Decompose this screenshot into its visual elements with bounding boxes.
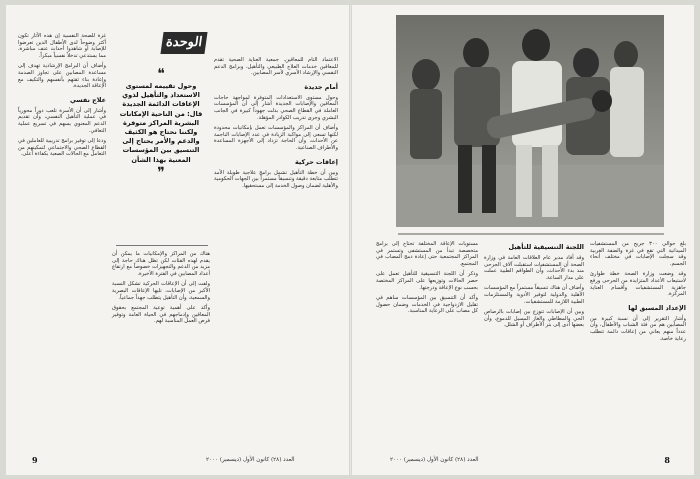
pull-quote [116, 68, 206, 179]
paragraph: مستويات الإعاقة المختلفة تحتاج إلى برامج متخصصة تبدأ من المستشفى وتستمر في المراكز المجتمعية حتى إعادة دمج المصاب في المجتمع. [376, 241, 478, 267]
photo-caption-strip [398, 232, 664, 237]
left-page-column-right [214, 57, 338, 189]
pull-quote-text: وحول تقييمه لمستوى الاستعداد والتأهيل لذوي الإعاقات الدائمة الجديدة قال: من الناحية الإمكانات البشرية المراكز متوفرة ولكننا نحتاج هو الكثيف والدعم والأمر يحتاج إلى التنسيق بين المؤسسات المعنية بهذا الشأن [119, 82, 203, 164]
paragraph: وأكد أن التنسيق بين المؤسسات ساهم في تقليل الازدواجية في الخدمات وضمان حصول كل مصاب على الرعاية المناسبة. [376, 295, 478, 315]
paragraph: الاعتماد التام للمعاقين. جمعية العناية الصحية تقدم للمعاقين خدمات العلاج الطبيعي والتأهيل، وبرامج الدعم النفسي والإرشاد الأسري لأسر المصابين. [214, 57, 338, 77]
paragraph: وحول مستوى الاستعدادات المتوفرة لمواجهة حاجات المعاقين والإصابات الجديدة أشار إلى أن المؤسسات العاملة في القطاع الصحي بذلت جهوداً كبيرة في الجانب البشري وجرى تدريب الكوادر المؤهلة. [214, 94, 338, 121]
paragraph: ودعا إلى توفير برامج تدريبية للعاملين في القطاع الصحي والاجتماعي لتمكينهم من التعامل مع الحالات الصعبة بكفاءة أعلى. [18, 138, 106, 158]
subheading: اللجنة التنسيقية للتأهيل [508, 243, 584, 251]
right-page-column-middle [484, 241, 584, 329]
page-number: 9 [32, 455, 38, 465]
paragraph: بلغ حوالي ٣٠٠ جريح من المستشفيات الميدانية التي تقع في غزة والضفة الغربية وقد سجلت الإصابات في مختلف أنحاء الجسم. [590, 241, 686, 267]
quote-open-icon: ❝ [157, 66, 165, 82]
page-gutter [349, 5, 352, 475]
quote-close-icon: ❞ [157, 164, 165, 181]
paragraph: وأضاف أن البرامج الإرشادية تهدف إلى مساعدة المصابين على تجاوز الصدمة وإعادة بناء ثقتهم بأنفسهم والتكيف مع الإعاقة الجديدة. [18, 63, 106, 90]
page-number: 8 [664, 455, 670, 465]
paragraph: وأضاف أن هناك تنسيقاً مستمراً مع المؤسسات الأهلية والدولية لتوفير الأدوية والمستلزمات الطبية اللازمة للمستشفيات. [484, 285, 584, 305]
divider [116, 245, 208, 246]
paragraph: وأشار التقرير إلى أن نسبة كبيرة من المصابين هم من فئة الشباب والأطفال، وأن عدداً منهم يعاني من إعاقات دائمة تتطلب رعاية خاصة. [590, 315, 686, 342]
left-page-column-middle [112, 251, 210, 325]
paragraph: وأكد على أهمية توعية المجتمع بحقوق المعاقين وإدماجهم في الحياة العامة وتوفير فرص العمل المناسبة لهم. [112, 305, 210, 325]
paragraph: ولفت إلى أن الإعاقات الحركية تشكل النسبة الأكبر من الإصابات، تليها الإعاقات البصرية والسمعية، وأن التأهيل يتطلب جهداً جماعياً. [112, 281, 210, 301]
subheading: الإعداد المسبق لها [628, 303, 686, 312]
photo-illustration [396, 15, 664, 227]
paragraph: وبين أن الإصابات تتوزع بين إصابات بالرصاص الحي والمطاطي والغاز المسيل للدموع، وأن بعضها أدى إلى بتر الأطراف أو الشلل. [484, 309, 584, 329]
right-page [350, 5, 694, 475]
footer-issue-date: العدد (٢٨) كانون الأول (ديسمبر) ٢٠٠٠ [206, 457, 295, 463]
paragraph: غزة للصحة النفسية إن هذه الآثار تكون أكثر وضوحاً لدى الأطفال الذين تعرضوا للإصابة أو شاهدوا أحداث عنف مباشرة، مما يستدعي تدخلاً نفسياً مبكراً. [18, 33, 106, 59]
news-photo [396, 15, 664, 227]
right-page-column-right [590, 241, 686, 342]
masthead-logo: الوحدة [160, 32, 207, 54]
footer-issue-date: العدد (٢٨) كانون الأول (ديسمبر) ٢٠٠٠ [390, 457, 479, 463]
paragraph: وأشار إلى أن الأسرة تلعب دوراً محورياً في عملية التأهيل النفسي، وأن تقديم الدعم المعنوي يسهم في تسريع عملية التعافي. [18, 107, 106, 134]
magazine-spread [6, 5, 694, 475]
paragraph: وبين أن خطة التأهيل تشمل برامج علاجية طويلة الأمد تتطلب متابعة دقيقة وتنسيقاً مستمراً بين الجهات الحكومية والأهلية لضمان وصول الخدمة إلى مستحقيها. [214, 169, 338, 189]
left-page-column-left [18, 33, 106, 158]
right-page-column-left [376, 241, 478, 315]
paragraph: وأضاف أن المراكز والمؤسسات تعمل بإمكانيات محدودة لكنها تسعى إلى مواكبة الزيادة في عدد الإصابات الناجمة عن الأحداث، وأن الحاجة تزداد إلى الأجهزة المساعدة والأطراف الصناعية. [214, 125, 338, 151]
paragraph: وقد وضعت وزارة الصحة خطة طوارئ لاستيعاب الأعداد المتزايدة من الجرحى ورفع جاهزية المستشفيات وأقسام العناية المركزة. [590, 271, 686, 298]
paragraph: وذكر أن اللجنة التنسيقية للتأهيل تعمل على حصر الحالات وتوزيعها على المراكز المختصة بحسب نوع الإعاقة ودرجتها. [376, 271, 478, 291]
subheading: إعاقات حركية [295, 157, 338, 166]
left-page [6, 5, 350, 475]
paragraph: هناك من المراكز والإمكانيات ما يمكن أن يقدم لهذه الفئات لكن تظل هناك حاجة إلى مزيد من الدعم والتجهيزات خصوصاً مع ارتفاع أعداد المصابين في الفترة الأخيرة. [112, 251, 210, 277]
subheading: أمام جديدة [304, 82, 338, 91]
subheading: علاج نفسي [69, 95, 106, 104]
paragraph: وقد أفاد مدير عام العلاقات العامة في وزارة الصحة أن المستشفيات استقبلت آلاف الجرحى منذ بدء الأحداث، وأن الطواقم الطبية عملت على مدار الساعة. [484, 255, 584, 281]
